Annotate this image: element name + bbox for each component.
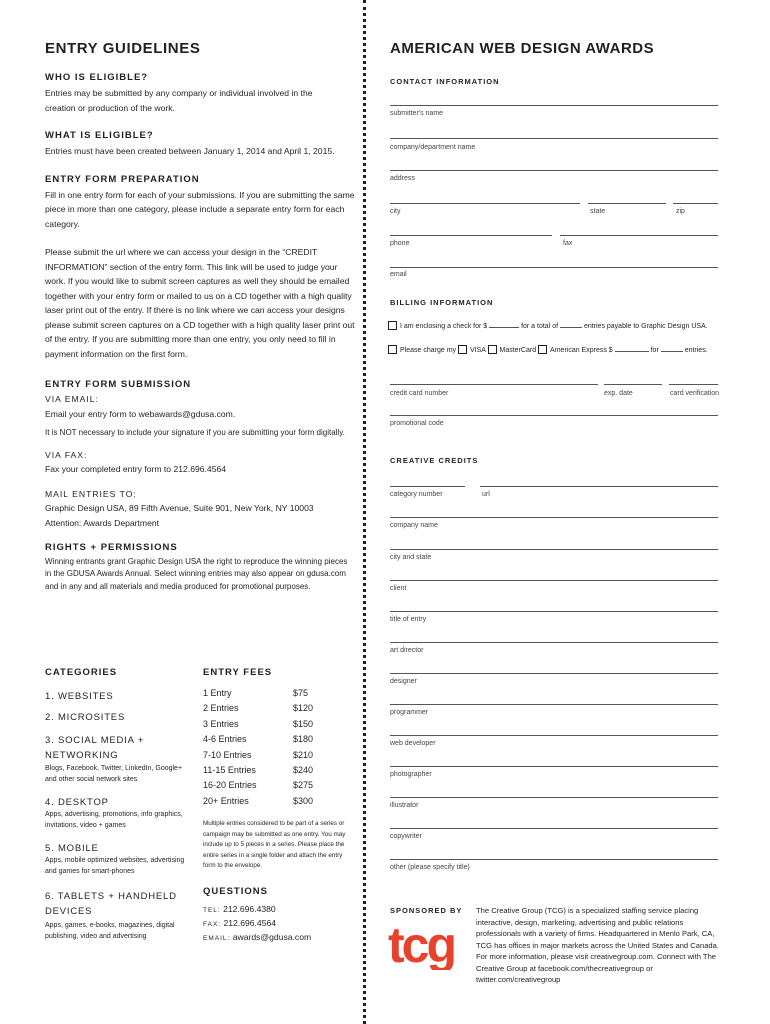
category-item: 5. MOBILE	[45, 843, 99, 854]
url-label: url	[482, 491, 490, 498]
category-desc: Apps, mobile optimized websites, advertising and games for smart-phones	[45, 857, 185, 875]
entry-fees-section	[203, 667, 353, 945]
fee-price: $120	[293, 703, 314, 714]
tcg-logo	[388, 914, 468, 970]
via-email-heading: VIA EMAIL:	[45, 394, 99, 404]
via-email-text: Email your entry form to webawards@gdusa.com.	[45, 408, 236, 419]
phone-field[interactable]	[390, 235, 552, 236]
phone-label: phone	[390, 240, 410, 247]
fees-note: Multiple entries considered to be part of a series or campaign may be submitted as one entry. You may include up to 5 pieces in a series. Please place the entire series in a single folder and attach the entry form to the envelope.	[203, 820, 346, 870]
card-verification-label: card verification	[670, 390, 720, 397]
mail-address: Graphic Design USA, 89 Fifth Avenue, Suite 901, New York, NY 10003	[45, 503, 314, 513]
tel-value: 212.696.4380	[223, 903, 276, 914]
what-eligible-heading: WHAT IS ELIGIBLE?	[45, 130, 154, 141]
category-desc: Apps, games, e-books, magazines, digital publishing, video and advertising	[45, 922, 175, 940]
visa-label: VISA	[469, 347, 486, 354]
fee-price: $240	[293, 764, 314, 775]
state-field[interactable]	[588, 203, 666, 204]
charge-checkbox[interactable]	[388, 345, 397, 354]
credit-label: title of entry	[390, 616, 427, 623]
email-field[interactable]	[390, 267, 718, 268]
fax-label: fax	[563, 240, 573, 247]
charge-dollar: $	[608, 347, 613, 354]
credit-label: programmer	[390, 709, 429, 716]
fee-row	[203, 796, 353, 811]
credit-label: other (please specify title)	[390, 864, 470, 871]
check-text-c: entries payable to Graphic Design USA.	[583, 323, 708, 330]
fee-label: 2 Entries	[203, 703, 239, 714]
mastercard-checkbox[interactable]	[488, 345, 497, 354]
fee-price: $180	[293, 734, 314, 745]
credit-field[interactable]	[390, 642, 718, 643]
credit-field[interactable]	[390, 611, 718, 612]
category-number-label: category number	[390, 491, 443, 498]
email-label: email	[390, 271, 407, 278]
fee-row	[203, 750, 353, 765]
check-amount-field[interactable]	[489, 327, 519, 328]
credit-label: copywriter	[390, 833, 422, 840]
category-desc: Apps, advertising, promotions, info graphics, invitations, video + games	[45, 811, 183, 829]
fee-label: 7-10 Entries	[203, 749, 252, 760]
tcg-logo-text: tcg	[388, 917, 454, 970]
fee-price: $75	[293, 688, 309, 698]
category-item: 2. MICROSITES	[45, 712, 126, 723]
fee-row	[203, 703, 353, 718]
company-label: company/department name	[390, 144, 476, 151]
credit-field[interactable]	[390, 735, 718, 736]
who-eligible-heading: WHO IS ELIGIBLE?	[45, 72, 149, 83]
category-item: 6. TABLETS + HANDHELD DEVICES	[45, 891, 177, 917]
categories-heading: CATEGORIES	[45, 667, 118, 678]
card-verification-field[interactable]	[669, 384, 718, 385]
check-checkbox[interactable]	[388, 321, 397, 330]
address-label: address	[390, 175, 415, 182]
tel-label: TEL:	[203, 906, 221, 914]
sponsor-description: The Creative Group (TCG) is a specialized staffing service placing interactive, design, marketing, advertising and public relations professionals with a variety of firms. Headquartered in Menlo Park, CA, TCG has offices in major markets across the United States and Canada. For more information, please visit creativegroup.com. Connect with The Creative Group at facebook.com/thecreativegroup or twitter.com/creativegroup	[476, 906, 719, 984]
form-prep-heading: ENTRY FORM PREPARATION	[45, 173, 200, 185]
credit-label: art director	[390, 647, 424, 654]
fee-row	[203, 780, 353, 795]
charge-text: Please charge my	[400, 347, 457, 354]
state-label: state	[590, 208, 606, 215]
check-text-a: I am enclosing a check for $	[400, 323, 488, 330]
amex-checkbox[interactable]	[538, 345, 547, 354]
fee-label: 1 Entry	[203, 688, 232, 698]
email-label: EMAIL:	[203, 934, 231, 942]
address-field[interactable]	[390, 170, 718, 171]
credit-label: client	[390, 585, 407, 592]
city-label: city	[390, 208, 401, 215]
credit-card-field[interactable]	[390, 384, 598, 385]
mastercard-label: MasterCard	[499, 347, 537, 354]
rights-heading: RIGHTS + PERMISSIONS	[45, 542, 178, 553]
company-field[interactable]	[390, 138, 718, 139]
tel-row	[203, 903, 353, 917]
fax-label: FAX:	[203, 920, 222, 928]
mail-heading: MAIL ENTRIES TO:	[45, 488, 137, 499]
credit-field[interactable]	[390, 580, 718, 581]
categories-section	[45, 667, 195, 942]
category-desc: Blogs, Facebook, Twitter, LinkedIn, Google+ and other social network sites	[45, 765, 183, 783]
questions-contacts	[203, 903, 353, 945]
tcg-logo-icon	[388, 914, 468, 970]
fee-row	[203, 765, 353, 780]
credit-label: illustrator	[390, 802, 419, 809]
entry-guidelines-column	[45, 40, 355, 593]
promo-code-label: promotional code	[390, 420, 444, 427]
dotted-divider	[363, 0, 366, 1024]
fee-label: 11-15 Entries	[203, 764, 256, 775]
credit-field[interactable]	[390, 828, 718, 829]
creative-credits-heading: CREATIVE CREDITS	[390, 456, 479, 465]
credit-label: city and state	[390, 554, 432, 561]
category-item: 3. SOCIAL MEDIA + NETWORKING	[45, 735, 145, 761]
submission-heading: ENTRY FORM SUBMISSION	[45, 379, 192, 390]
charge-for: for	[650, 347, 659, 354]
fee-price: $210	[293, 749, 314, 760]
promo-code-field[interactable]	[390, 415, 718, 416]
credit-field[interactable]	[390, 549, 718, 550]
sponsored-by-label: SPONSORED BY	[390, 906, 463, 915]
email-row	[203, 931, 353, 945]
fee-row	[203, 688, 353, 703]
fee-price: $300	[293, 795, 314, 806]
credit-field[interactable]	[390, 704, 718, 705]
mail-attention: Attention: Awards Department	[45, 517, 160, 528]
fee-label: 4-6 Entries	[203, 734, 247, 745]
city-field[interactable]	[390, 203, 580, 204]
fee-price: $275	[293, 780, 314, 791]
credit-label: photographer	[390, 771, 432, 778]
fee-row	[203, 734, 353, 749]
credit-label: web developer	[390, 740, 436, 747]
form-prep-text-2: Please submit the url where we can access your design in the “CREDIT INFORMATION” section of the entry form. This link will be used to judge your work. If you would like to submit screen captures as well they should be emailed together with your entry form or mailed to us on a CD together with a high quality laser print out of the entry. If there is no link where we can access your designs please submit screen captures on a CD together with a high quality laser print out of the entry. If you are submitting more than one entry, you only need to fill in payment information on the first form.	[45, 247, 355, 359]
zip-label: zip	[676, 208, 685, 215]
charge-entries: entries.	[684, 347, 708, 354]
credit-label: company name	[390, 522, 438, 529]
signature-note: It is NOT necessary to include your signature if you are submitting your form digitally.	[45, 428, 345, 437]
via-fax-text: Fax your completed entry form to 212.696.4564	[45, 464, 227, 474]
credit-field[interactable]	[390, 673, 718, 674]
form-prep-text-1: Fill in one entry form for each of your submissions. If you are submitting the same piece in more than one category, please include a separate entry form for each category.	[45, 189, 355, 229]
submitter-name-label: submitter's name	[390, 110, 444, 117]
rights-text: Winning entrants grant Graphic Design USA the right to reproduce the winning pieces in the GDUSA Awards Annual. Select winning entries may also appear on gdusa.com and in any and all materials and media produced for promotional purposes.	[45, 557, 348, 591]
fees-table	[203, 688, 353, 811]
url-field[interactable]	[480, 486, 718, 487]
amex-label: American Express	[550, 347, 607, 354]
fax-row	[203, 917, 353, 931]
credit-field[interactable]	[390, 859, 718, 860]
contact-info-heading: CONTACT INFORMATION	[390, 77, 500, 86]
charge-entries-field[interactable]	[661, 351, 683, 352]
fee-label: 20+ Entries	[203, 795, 249, 806]
submitter-name-field[interactable]	[390, 105, 718, 106]
fee-label: 16-20 Entries	[203, 780, 257, 791]
email-value: awards@gdusa.com	[232, 931, 312, 942]
exp-date-field[interactable]	[604, 384, 662, 385]
fee-label: 3 Entries	[203, 718, 239, 729]
fax-field[interactable]	[560, 235, 718, 236]
visa-checkbox[interactable]	[458, 345, 467, 354]
awards-title: AMERICAN WEB DESIGN AWARDS	[390, 40, 655, 57]
check-option	[388, 321, 708, 330]
credit-field[interactable]	[390, 797, 718, 798]
fee-row	[203, 719, 353, 734]
billing-heading: BILLING INFORMATION	[390, 298, 494, 307]
check-text-b: for a total of	[521, 323, 559, 330]
fee-price: $150	[293, 718, 314, 729]
credit-card-label: credit card number	[390, 390, 449, 397]
charge-option	[388, 345, 708, 354]
who-eligible-text: Entries may be submitted by any company or individual involved in the creation or production of the work.	[45, 88, 313, 113]
fax-value: 212.696.4564	[223, 917, 277, 928]
entry-guidelines-title: ENTRY GUIDELINES	[45, 40, 201, 57]
what-eligible-text: Entries must have been created between January 1, 2014 and April 1, 2015.	[45, 146, 335, 156]
category-item: 4. DESKTOP	[45, 797, 109, 808]
credit-label: designer	[390, 678, 417, 685]
entry-fees-heading: ENTRY FEES	[203, 667, 273, 678]
category-number-field[interactable]	[390, 486, 465, 487]
charge-amount-field[interactable]	[615, 351, 649, 352]
check-entries-field[interactable]	[560, 327, 582, 328]
via-fax-heading: VIA FAX:	[45, 449, 88, 460]
credit-field[interactable]	[390, 517, 718, 518]
exp-date-label: exp. date	[604, 390, 633, 397]
zip-field[interactable]	[673, 203, 718, 204]
category-item: 1. WEBSITES	[45, 691, 114, 702]
credit-field[interactable]	[390, 766, 718, 767]
questions-heading: QUESTIONS	[203, 885, 268, 897]
